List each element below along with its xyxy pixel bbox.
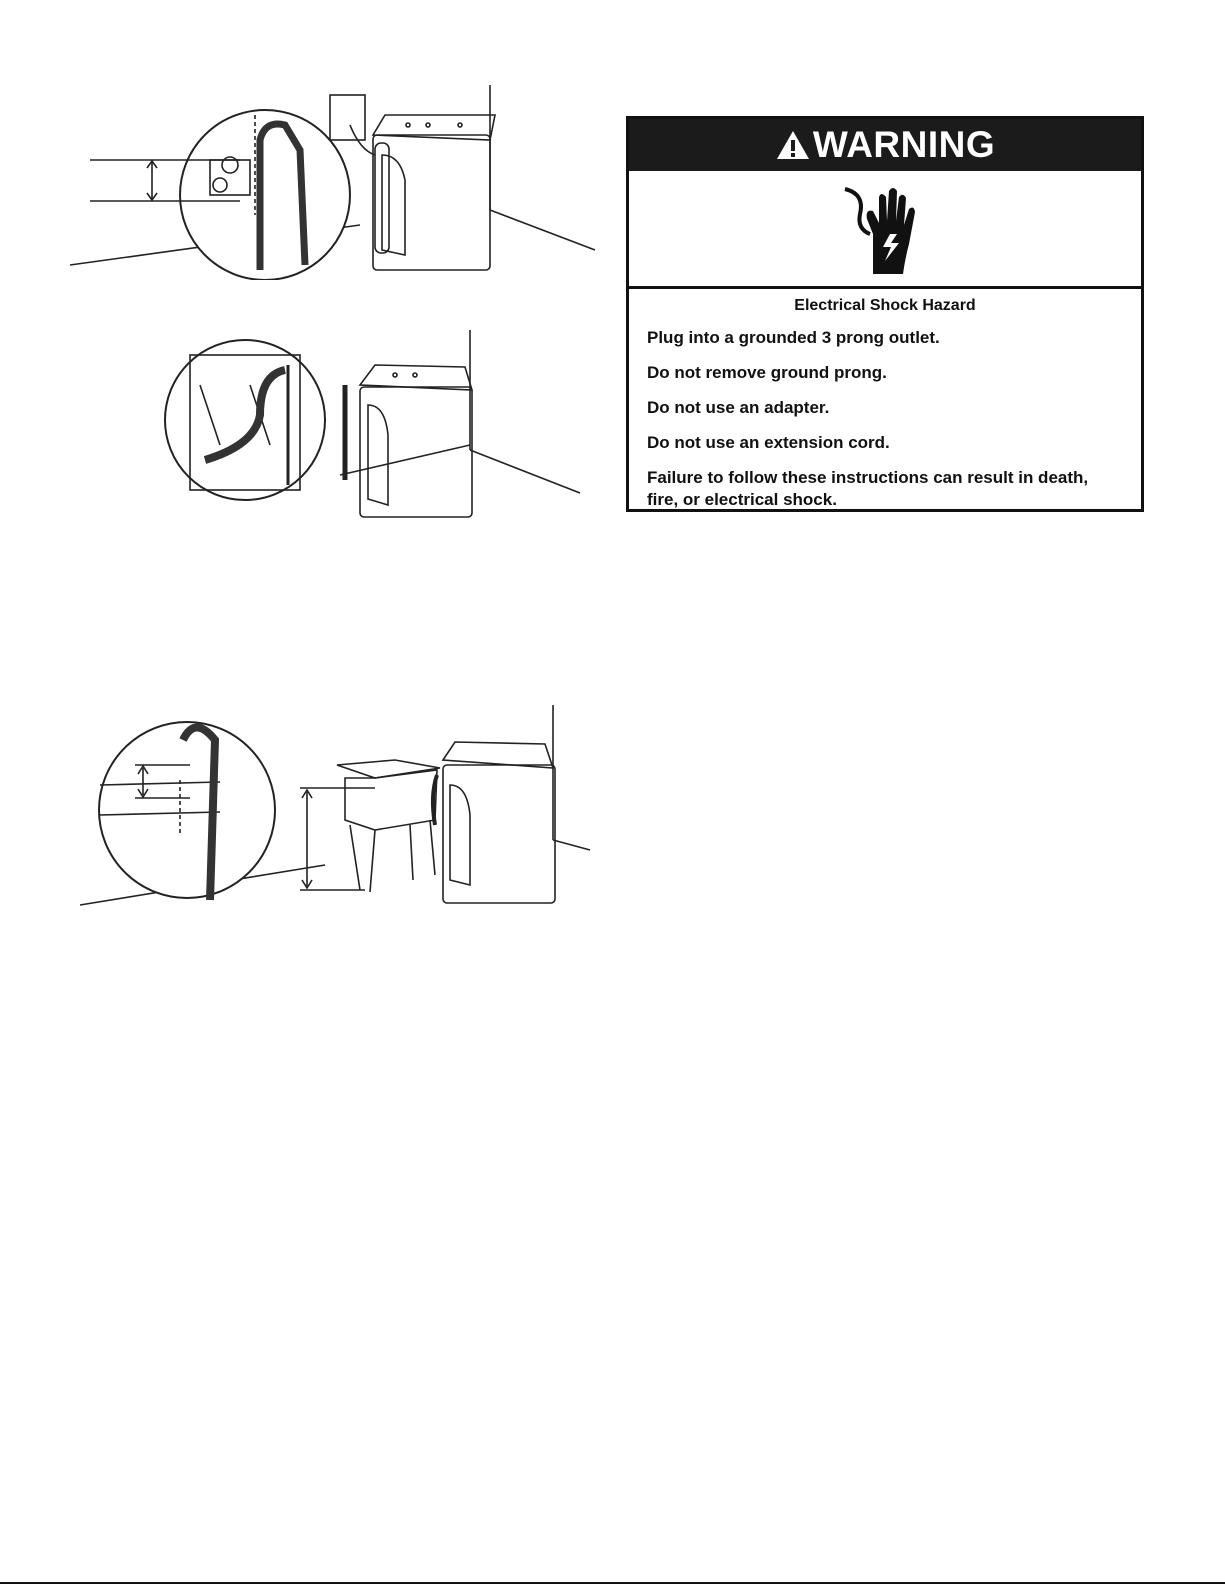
warning-box <box>626 116 1144 512</box>
warning-symbol-band <box>629 171 1141 289</box>
wall-drain-illustration <box>60 80 600 280</box>
washer-drain-hose-icon <box>60 80 600 280</box>
warning-header <box>629 119 1141 171</box>
warning-body <box>629 289 1141 511</box>
warning-line: Failure to follow these instructions can result in death, fire, or electrical shock. <box>647 468 1089 509</box>
warning-header-text: WARNING <box>812 124 996 165</box>
alert-triangle-icon <box>775 129 811 161</box>
laundry-tub-illustration <box>75 700 595 915</box>
standpipe-illustration <box>160 325 590 530</box>
page-bottom-rule <box>0 1582 1225 1584</box>
warning-line: Do not remove ground prong. <box>647 363 887 382</box>
washer-standpipe-icon <box>160 325 590 530</box>
washer-laundry-tub-icon <box>75 700 595 915</box>
warning-line: Do not use an adapter. <box>647 398 830 417</box>
warning-line: Do not use an extension cord. <box>647 433 890 452</box>
warning-line: Plug into a grounded 3 prong outlet. <box>647 328 940 347</box>
warning-title: Electrical Shock Hazard <box>794 297 976 314</box>
electrical-shock-hand-icon <box>835 179 935 279</box>
